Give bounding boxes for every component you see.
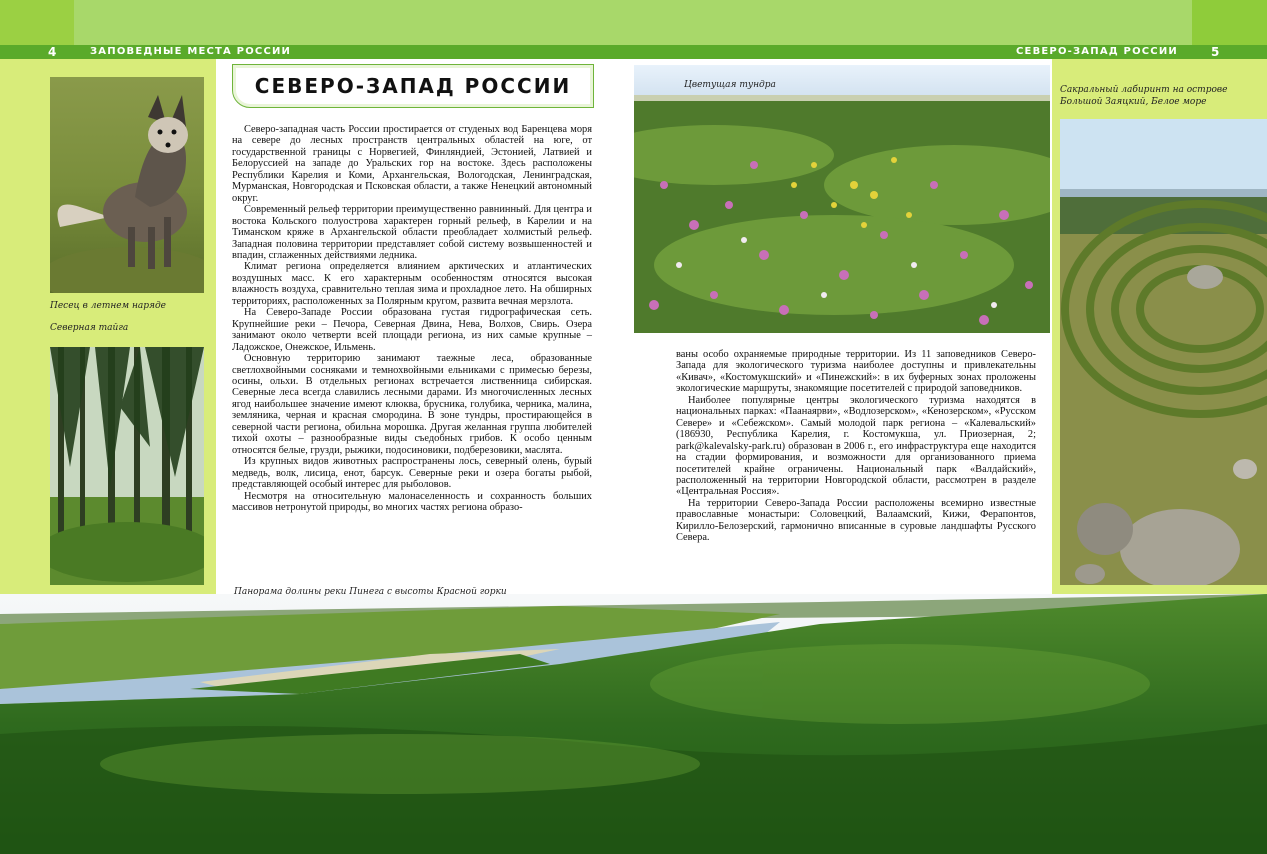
panorama-caption: Панорама долины реки Пинега с высоты Красной горки <box>234 587 507 597</box>
left-running-title: ЗАПОВЕДНЫЕ МЕСТА РОССИИ <box>90 46 292 57</box>
labyrinth-caption: Сакральный лабиринт на острове Большой Заяцкий, Белое море <box>1060 85 1228 107</box>
paragraph: ваны особо охраняемые природные территории. Из 11 заповедников Северо-Запада для экологического туризма наиболее доступны и привлекательны «Кивач», «Костомукшский» и «Пинежский»: в их буферных зонах проложены экологические маршруты, знакомящие посетителей с природой заповедников. <box>676 349 1036 395</box>
paragraph: Наиболее популярные центры экологического туризма находятся в национальных парках: «Паанаярви», «Водлозерском», «Кенозерском», «Русском Севере» и «Себежском». Самый молодой парк региона – «Калевальский» (186930, Республика Карелия, г. Костомукша, ул. Приозерная, 2; park@kalevalsky-park.ru) образован в 2006 г., его инфраструктура еще находится на стадии формирования, и возможности для организованного приема посетителей крайне ограничены. Национальный парк «Валдайский», расположенный на территории Новгородской области, рассмотрен в разделе «Центральная Россия». <box>676 394 1036 498</box>
fox-caption: Песец в летнем наряде <box>50 301 166 311</box>
paragraph: Несмотря на относительную малонаселенность и сохранность больших массивов нетронутой природы, во многих частях региона образо- <box>232 490 592 513</box>
paragraph: Климат региона определяется влиянием арктических и атлантических воздушных масс. К его характерным особенностям относятся высокая влажность воздуха, сравнительно теплая зима и прохладное лето. На обширных территориях, расположенных за Полярным кругом, развита вечная мерзлота. <box>232 261 592 307</box>
paragraph: На территории Северо-Запада России расположены всемирно известные православные монастыри: Соловецкий, Валаамский, Кижи, Ферапонтов, Кирилло-Белозерский, гармонично вписанные в суровые ландшафты Русского Севера. <box>676 497 1036 544</box>
fox-photo <box>50 77 204 293</box>
paragraph: Основную территорию занимают таежные леса, образованные светлохвойными сосняками и темнохвойными ельниками с примесью березы, осины, ольхи. В отдельных регионах встречается лиственница сибирская. Северные леса всегда славились лесными дарами. Из многочисленных лесных ягод наибольшее значение имеют клюква, брусника, голубика, черника, малина, земляника, черная и красная смородина. В зоне тундры, простирающейся в северной части региона, обильна морошка. Другая желанная группа любителей тихой охоты – разнообразные виды съедобных грибов. К особо ценным относятся белые, грузди, рыжики, подосиновики, подберезовики, маслята. <box>232 353 592 456</box>
taiga-photo <box>50 347 204 585</box>
right-text-column <box>676 349 1036 544</box>
paragraph: Современный рельеф территории преимущественно равнинный. Для центра и востока Кольского полуострова характерен горный рельеф, в Карелии и на Тиманском кряже в Архангельской области преобладает холмистый рельеф. Западная половина территории представляет собой систему возвышенностей и впадин, сглаженных действиями ледника. <box>232 204 592 261</box>
right-page-number: 5 <box>1211 45 1220 59</box>
panorama-photo <box>0 594 1267 854</box>
page-title: СЕВЕРО-ЗАПАД РОССИИ <box>254 74 572 98</box>
tundra-caption: Цветущая тундра <box>684 80 776 90</box>
top-band-left <box>0 0 74 46</box>
taiga-caption: Северная тайга <box>50 323 129 333</box>
left-page-number: 4 <box>48 45 57 59</box>
right-running-title: СЕВЕРО-ЗАПАД РОССИИ <box>1016 46 1178 57</box>
tundra-photo <box>634 65 1050 333</box>
left-text-column <box>232 124 592 513</box>
top-band-right <box>1192 0 1267 46</box>
labyrinth-photo <box>1060 119 1267 585</box>
paragraph: Северо-западная часть России простирается от студеных вод Баренцева моря на севере до лесных пространств центральных областей на юге, от государственной границы с Норвегией, Финляндией, Эстонией, Латвией и Белоруссией на западе до Уральских гор на востоке. Здесь расположены Республики Карелия и Коми, Архангельская, Вологодская, Ленинградская, Мурманская, Новгородская и Псковская области, а также Ненецкий автономный округ. <box>232 124 592 204</box>
top-band <box>74 0 1192 46</box>
paragraph: Из крупных видов животных распространены лось, северный олень, бурый медведь, волк, лисица, енот, барсук. Северные реки и озера богаты рыбой, представляющей особый интерес для рыболовов. <box>232 456 592 491</box>
paragraph: На Северо-Западе России образована густая гидрографическая сеть. Крупнейшие реки – Печора, Северная Двина, Нева, Волхов, Свирь. Озера занимают около четверти всей площади региона, из них самые крупные – Ладожское, Онежское, Ильмень. <box>232 307 592 353</box>
